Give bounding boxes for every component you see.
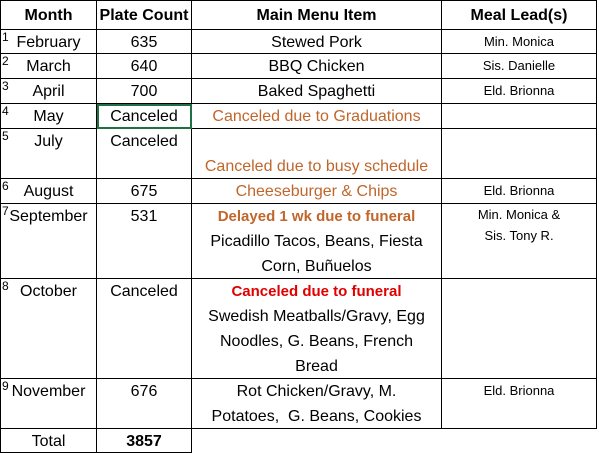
- row-number: 8: [2, 279, 9, 293]
- menu-line: Noodles, G. Beans, French: [220, 333, 413, 350]
- total-empty-menu[interactable]: [192, 429, 442, 453]
- month-value: May: [33, 108, 64, 125]
- lead-line: Min. Monica &: [477, 207, 561, 222]
- menu-line: Picadillo Tacos, Beans, Fiesta: [210, 233, 423, 250]
- row-number: 9: [2, 379, 9, 393]
- cell-lead-row9[interactable]: Eld. Brionna: [442, 379, 597, 429]
- cell-plates-row6[interactable]: 675: [97, 179, 192, 204]
- cell-plates-row2[interactable]: 640: [97, 54, 192, 79]
- cell-month-row4[interactable]: [0, 104, 97, 129]
- month-value: November: [11, 383, 86, 400]
- header-month[interactable]: Month: [0, 0, 97, 30]
- menu-line: Potatoes, G. Beans, Cookies: [211, 408, 422, 425]
- menu-line: Corn, Buñuelos: [261, 258, 372, 275]
- menu-line: Canceled due to busy schedule: [204, 158, 429, 175]
- menu-note: Canceled due to funeral: [231, 283, 402, 300]
- cell-month-row8[interactable]: [0, 279, 97, 379]
- cell-plates-row4-selected[interactable]: Canceled: [97, 104, 192, 129]
- total-value[interactable]: 3857: [97, 429, 192, 453]
- cell-lead-row8[interactable]: [442, 279, 597, 379]
- cell-plates-row1[interactable]: 635: [97, 30, 192, 54]
- cell-lead-row5[interactable]: [442, 129, 597, 179]
- menu-line: Swedish Meatballs/Gravy, Egg: [208, 308, 425, 325]
- month-value: March: [26, 58, 71, 75]
- cell-menu-row8[interactable]: [192, 279, 442, 379]
- menu-note: Delayed 1 wk due to funeral: [217, 208, 416, 225]
- cell-lead-row6[interactable]: Eld. Brionna: [442, 179, 597, 204]
- header-meal-leads[interactable]: Meal Lead(s): [442, 0, 597, 30]
- month-value: February: [16, 34, 81, 51]
- cell-menu-row1[interactable]: Stewed Pork: [192, 30, 442, 54]
- month-value: April: [32, 83, 65, 100]
- cell-month-row5[interactable]: [0, 129, 97, 179]
- menu-line: Bread: [295, 358, 338, 375]
- cell-menu-row9[interactable]: [192, 379, 442, 429]
- cell-month-row2[interactable]: [0, 54, 97, 79]
- month-value: September: [9, 208, 88, 225]
- row-number: 6: [2, 179, 9, 193]
- row-number: 4: [2, 104, 9, 118]
- month-value: August: [23, 183, 74, 200]
- cell-menu-row4[interactable]: Canceled due to Graduations: [192, 104, 442, 129]
- cell-plates-row3[interactable]: 700: [97, 79, 192, 104]
- cell-month-row6[interactable]: [0, 179, 97, 204]
- month-value: October: [20, 283, 77, 300]
- cell-month-row7[interactable]: [0, 204, 97, 279]
- cell-menu-row2[interactable]: BBQ Chicken: [192, 54, 442, 79]
- lead-line: Sis. Tony R.: [484, 228, 554, 243]
- cell-plates-row7[interactable]: 531: [97, 204, 192, 279]
- header-plate-count[interactable]: Plate Count: [97, 0, 192, 30]
- cell-lead-row1[interactable]: Min. Monica: [442, 30, 597, 54]
- cell-month-row3[interactable]: [0, 79, 97, 104]
- row-number: 7: [2, 204, 9, 218]
- cell-menu-row7[interactable]: [192, 204, 442, 279]
- cell-month-row1[interactable]: [0, 30, 97, 54]
- cell-plates-row9[interactable]: 676: [97, 379, 192, 429]
- cell-menu-row5[interactable]: [192, 129, 442, 179]
- cell-menu-row6[interactable]: Cheeseburger & Chips: [192, 179, 442, 204]
- month-value: July: [34, 133, 63, 150]
- cell-lead-row3[interactable]: Eld. Brionna: [442, 79, 597, 104]
- total-label[interactable]: Total: [0, 429, 97, 453]
- cell-lead-row7[interactable]: [442, 204, 597, 279]
- menu-spacer: [192, 129, 441, 154]
- row-number: 3: [2, 79, 9, 93]
- cell-month-row9[interactable]: [0, 379, 97, 429]
- menu-line: Rot Chicken/Gravy, M.: [236, 383, 397, 400]
- cell-plates-row8[interactable]: Canceled: [97, 279, 192, 379]
- cell-lead-row4[interactable]: [442, 104, 597, 129]
- cell-menu-row3[interactable]: Baked Spaghetti: [192, 79, 442, 104]
- row-number: 1: [2, 30, 9, 44]
- row-number: 2: [2, 54, 9, 68]
- header-main-menu-item[interactable]: Main Menu Item: [192, 0, 442, 30]
- row-number: 5: [2, 129, 9, 143]
- cell-lead-row2[interactable]: Sis. Danielle: [442, 54, 597, 79]
- cell-plates-row5[interactable]: Canceled: [97, 129, 192, 179]
